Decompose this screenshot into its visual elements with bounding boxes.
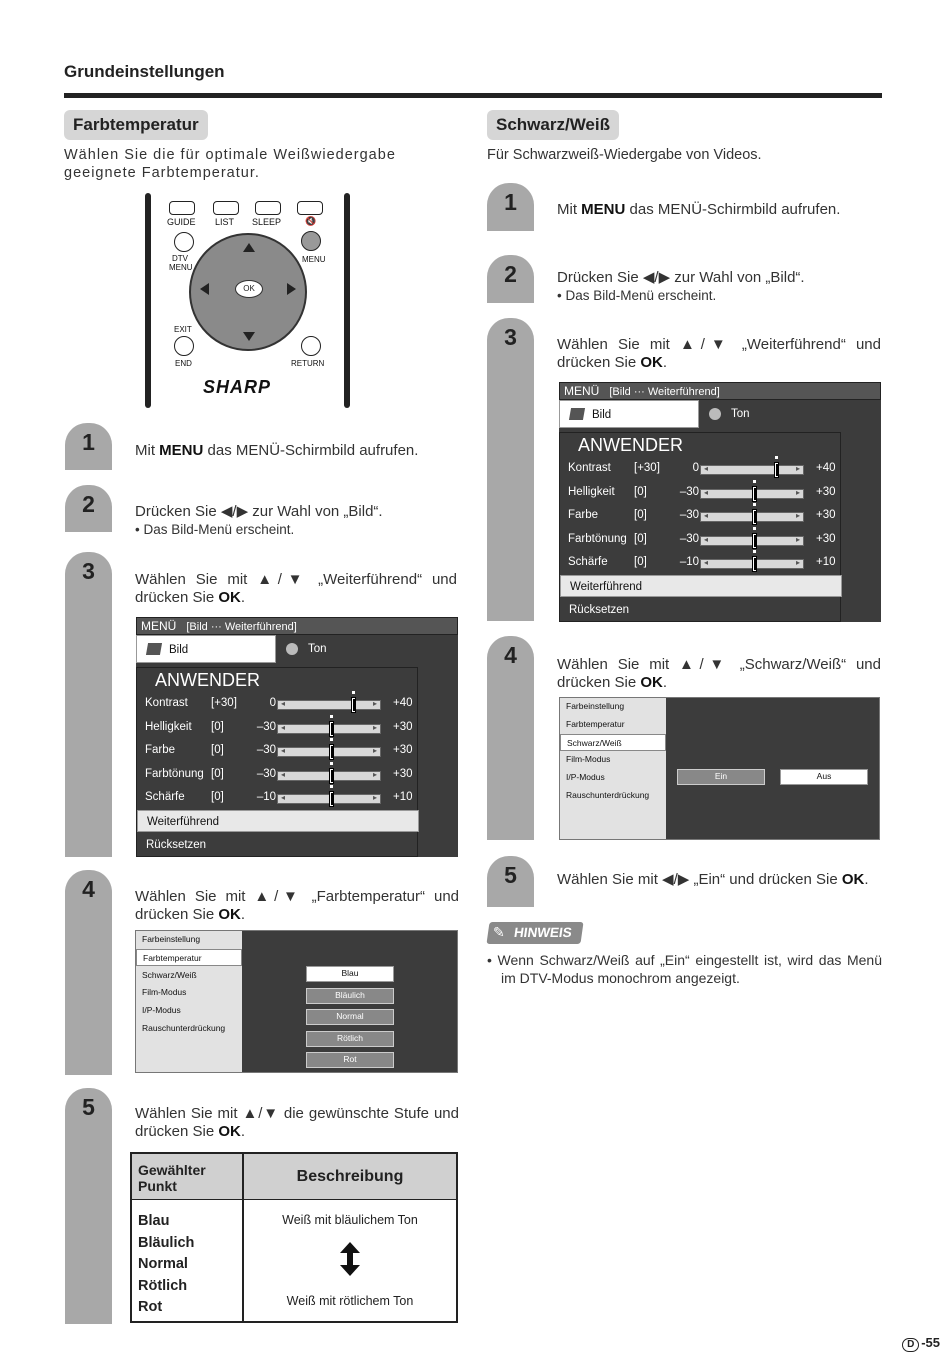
left-step-4-bar: 4 [65,870,112,1075]
left-step-2-text: Drücken Sie ◀/▶ zur Wahl von „Bild“. • Das Bild-Menü erscheint. [135,503,383,537]
submenu-item[interactable]: I/P-Modus [142,1005,181,1016]
left-step-2-bar: 2 [65,485,112,532]
farbtemperatur-heading: Farbtemperatur [64,110,208,140]
menu-header: MENÜ [Bild ··· Weiterführend] [559,382,881,400]
remote-edge-left [145,193,151,408]
menu-row-kontrast[interactable]: Kontrast [+30] 0 ◂ ▸ +40 [568,459,842,479]
table-col2-header: Beschreibung [296,1168,404,1185]
slider-bar[interactable]: ◂ ▸ [277,724,381,734]
menu-row-farbtönung[interactable]: Farbtönung [0] –30 ◂ ▸ +30 [145,765,419,785]
up-down-arrow-icon [338,1242,362,1276]
menu-label: MENU [302,255,326,264]
hinweis-note: • Wenn Schwarz/Weiß auf „Ein“ eingestellt ist, wird das Menü im DTV-Modus monochrom angezeigt. [487,952,882,986]
submenu-option-blau[interactable]: Blau [306,966,394,982]
sharp-logo: SHARP [203,377,272,397]
table-item: Rötlich [138,1277,188,1294]
submenu-option-bläulich[interactable]: Bläulich [306,988,394,1004]
slider-bar[interactable]: ◂ ▸ [700,536,804,546]
submenu-list [136,931,242,1072]
slider-bar[interactable]: ◂ ▸ [277,747,381,757]
table-item: Bläulich [138,1234,195,1251]
left-step-1-text: Mit MENU das MENÜ-Schirmbild aufrufen. [135,442,419,459]
table-item: Rot [138,1299,163,1315]
slider-knob[interactable] [329,721,334,737]
exit-label: EXIT [174,325,192,334]
slider-knob[interactable] [329,791,334,807]
menu-item-weiterfuehrend[interactable]: Weiterführend [560,575,842,597]
dtv-menu-button [174,232,194,252]
menu-row-schärfe[interactable]: Schärfe [0] –10 ◂ ▸ +10 [568,553,842,573]
submenu-item[interactable]: Rauschunterdrückung [142,1023,226,1033]
tab-ton[interactable]: Ton [276,635,418,663]
right-step-5-text: Wählen Sie mit ◀/▶ „Ein“ und drücken Sie OK. [557,871,869,888]
guide-button [169,201,195,215]
slider-bar[interactable]: ◂ ▸ [700,512,804,522]
slider-bar[interactable]: ◂ ▸ [700,559,804,569]
header-rule [64,93,882,98]
menu-title: ANWENDER [578,435,684,455]
submenu-item[interactable]: Schwarz/Weiß [560,734,666,751]
menu-row-schärfe[interactable]: Schärfe [0] –10 ◂ ▸ +10 [145,788,419,808]
end-label: END [175,359,192,368]
submenu-option-aus[interactable]: Aus [780,769,868,785]
submenu-option-normal[interactable]: Normal [306,1009,394,1025]
left-intro: Wählen Sie die für optimale Weißwiedergabe geeignete Farbtemperatur. [64,147,396,181]
left-submenu [135,930,458,1073]
slider-knob[interactable] [752,533,757,549]
menu-tabs [559,400,841,428]
level-table [130,1152,458,1323]
right-step-3-text: Wählen Sie mit ▲/▼ „Weiterführend“ und drücken Sie OK. [557,336,881,371]
menu-header: MENÜ [Bild ··· Weiterführend] [136,617,458,635]
tab-ton[interactable]: Ton [699,400,841,428]
submenu-option-rötlich[interactable]: Rötlich [306,1031,394,1047]
tab-bild[interactable]: Bild [559,400,699,428]
left-step-4-text: Wählen Sie mit ▲/▼ „Farbtemperatur“ und drücken Sie OK. [135,888,459,923]
menu-title: ANWENDER [155,670,261,690]
slider-bar[interactable]: ◂ ▸ [277,794,381,804]
submenu-item[interactable]: Film-Modus [566,754,611,765]
mute-button [297,201,323,215]
picture-icon [146,643,162,655]
submenu-item[interactable]: Farbeinstellung [142,934,201,944]
menu-item-ruecksetzen[interactable]: Rücksetzen [146,839,207,851]
sleep-button [255,201,281,215]
picture-icon [569,408,585,420]
menu-body [559,432,841,622]
slider-knob[interactable] [329,768,334,784]
table-col1-header: Gewählter Punkt [138,1162,206,1194]
submenu-item[interactable]: Farbtemperatur [136,949,242,966]
left-step-3-text: Wählen Sie mit ▲/▼ „Weiterführend“ und drücken Sie OK. [135,571,457,606]
right-intro: Für Schwarzweiß-Wiedergabe von Videos. [487,147,762,163]
guide-label: GUIDE [167,217,196,227]
table-item: Blau [138,1213,170,1229]
slider-knob[interactable] [774,462,779,478]
dtv-label: DTV [172,254,188,263]
hinweis-label: HINWEIS [486,922,583,944]
slider-knob[interactable] [329,744,334,760]
submenu-item[interactable]: Farbeinstellung [566,701,625,711]
submenu-item[interactable]: Farbtemperatur [566,718,625,729]
slider-knob[interactable] [351,697,356,713]
pencil-icon: ✎ [493,924,505,940]
right-step-1-text: Mit MENU das MENÜ-Schirmbild aufrufen. [557,201,841,218]
right-step-4-text: Wählen Sie mit ▲/▼ „Schwarz/Weiß“ und drücken Sie OK. [557,656,881,691]
list-label: LIST [215,217,235,227]
schwarzweiss-heading: Schwarz/Weiß [487,110,619,140]
slider-bar[interactable]: ◂ ▸ [700,465,804,475]
table-items [138,1211,194,1319]
remote-edge-right [344,193,350,408]
return-label: RETURN [291,359,325,368]
menu-button [301,231,321,251]
menu-row-farbtönung[interactable]: Farbtönung [0] –30 ◂ ▸ +30 [568,530,842,550]
menu-row-kontrast[interactable]: Kontrast [+30] 0 ◂ ▸ +40 [145,694,419,714]
slider-knob[interactable] [752,509,757,525]
dtv-menu-label: MENU [169,263,193,272]
tab-bild[interactable]: Bild [136,635,276,663]
remote-illustration [145,193,350,408]
up-arrow-icon [243,243,255,252]
menu-item-ruecksetzen[interactable]: Rücksetzen [569,604,630,616]
list-button [213,201,239,215]
left-step-5-bar: 5 [65,1088,112,1324]
dpad [189,233,307,351]
submenu-option-ein[interactable]: Ein [677,769,765,785]
menu-row-helligkeit[interactable]: Helligkeit [0] –30 ◂ ▸ +30 [568,483,842,503]
right-step-5-bar: 5 [487,856,534,907]
table-top-desc: Weiß mit bläulichem Ton [282,1213,418,1227]
mute-icon: 🔇 [305,216,317,226]
submenu-item[interactable]: Film-Modus [142,987,187,998]
section-title: Grundeinstellungen [64,62,225,81]
submenu-list [560,698,666,839]
submenu-item[interactable]: Schwarz/Weiß [142,969,197,980]
right-step-1-bar: 1 [487,183,534,231]
slider-bar[interactable]: ◂ ▸ [700,489,804,499]
right-step-4-bar: 4 [487,636,534,840]
right-submenu [559,697,880,840]
right-step-3-bar: 3 [487,318,534,621]
audio-icon [709,408,721,420]
left-step-5-text: Wählen Sie mit ▲/▼ die gewünschte Stufe und drücken Sie OK. [135,1105,459,1140]
right-step-2-text: Drücken Sie ◀/▶ zur Wahl von „Bild“. • Das Bild-Menü erscheint. [557,269,805,303]
menu-body [136,667,418,857]
menu-row-farbe[interactable]: Farbe [0] –30 ◂ ▸ +30 [145,741,419,761]
left-menu-screen [136,617,458,857]
submenu-option-rot[interactable]: Rot [306,1052,394,1068]
right-step-2-bar: 2 [487,255,534,303]
exit-button [174,336,194,356]
return-button [301,336,321,356]
slider-bar[interactable]: ◂ ▸ [277,771,381,781]
table-bottom-desc: Weiß mit rötlichem Ton [286,1294,414,1308]
sleep-label: SLEEP [252,217,282,227]
menu-row-farbe[interactable]: Farbe [0] –30 ◂ ▸ +30 [568,506,842,526]
slider-bar[interactable]: ◂ ▸ [277,700,381,710]
table-item: Normal [138,1256,188,1272]
page-number: D -55 [902,1335,940,1352]
right-arrow-icon [287,283,296,295]
menu-tabs [136,635,418,663]
left-step-1-bar: 1 [65,423,112,470]
slider-knob[interactable] [752,486,757,502]
ok-button: OK [235,280,263,298]
left-arrow-icon [200,283,209,295]
down-arrow-icon [243,332,255,341]
slider-knob[interactable] [752,556,757,572]
menu-row-helligkeit[interactable]: Helligkeit [0] –30 ◂ ▸ +30 [145,718,419,738]
right-menu-screen [559,382,881,622]
audio-icon [286,643,298,655]
left-step-3-bar: 3 [65,552,112,857]
menu-item-weiterfuehrend[interactable]: Weiterführend [137,810,419,832]
submenu-item[interactable]: Rauschunterdrückung [566,790,650,800]
submenu-item[interactable]: I/P-Modus [566,772,605,783]
